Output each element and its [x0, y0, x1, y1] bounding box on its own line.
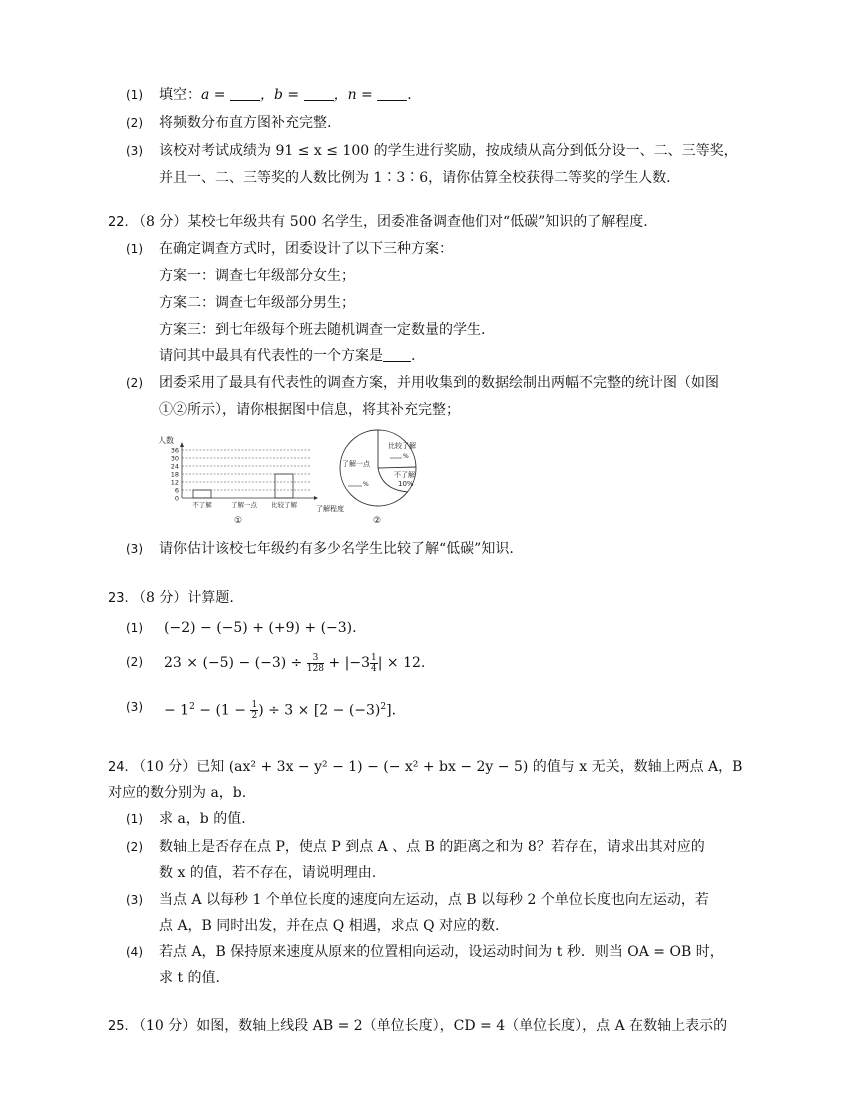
- q21-part1-text: [159, 85, 412, 105]
- q23-part3-frac-denominator: 2: [251, 711, 258, 722]
- bar-1: [193, 490, 211, 498]
- q24-part4-number: (4): [126, 945, 143, 959]
- q24-part2-line2: 数 x 的值，若不存在，请说明理由.: [159, 865, 377, 881]
- q23-part3-a: − 1: [164, 702, 190, 719]
- q21-part3-line2: 并且一、二、三等奖的人数比例为 1∶3∶6，请你估算全校获得二等奖的学生人数.: [159, 170, 671, 186]
- q21-part2-number: (2): [126, 116, 143, 130]
- q23-part2-c: | × 12.: [377, 655, 426, 671]
- q24-part3-number: (3): [126, 893, 143, 907]
- q22-part1-number: (1): [126, 242, 143, 256]
- q23-part2-fraction: [307, 653, 324, 674]
- q22-part1-text: 在确定调查方式时，团委设计了以下三种方案：: [159, 241, 453, 257]
- q22-part3-number: (3): [126, 542, 143, 556]
- q24-part4-line2: 求 t 的值.: [159, 970, 220, 986]
- q22-ask-blank: [383, 347, 411, 362]
- q21-part3-line1: 该校对考试成绩为 91 ≤ x ≤ 100 的学生进行奖励，按成绩从高分到低分设一、二、三等奖，: [159, 143, 738, 159]
- pie-chart: [340, 430, 416, 526]
- q23-part2-mixed-fraction: [370, 653, 378, 674]
- q22-figure: [150, 420, 450, 530]
- q21-part2-text: 将频数分布直方图补充完整.: [159, 115, 332, 131]
- q23-part2-expr: [164, 650, 425, 676]
- q21-part1-label: 填空：: [159, 87, 201, 103]
- q22-plan3: 方案三：到七年级每个班去随机调查一定数量的学生.: [159, 322, 486, 338]
- bar-x-axis-label: 了解程度: [316, 505, 344, 513]
- q23-part2-b: + |−3: [324, 655, 371, 671]
- q21-part3-number: (3): [126, 144, 143, 158]
- q25-line1: （10 分）如图，数轴上线段 AB = 2（单位长度），CD = 4（单位长度），点 A 在数轴上表示的: [132, 1018, 728, 1034]
- q21-part1-end: .: [407, 87, 412, 103]
- bar-y-tick-label: 24: [170, 462, 179, 471]
- bar-x-tick-label: 了解一点: [231, 501, 257, 509]
- q24-part3-line1: 当点 A 以每秒 1 个单位长度的速度向左运动，点 B 以每秒 2 个单位长度也向左运动，若: [159, 892, 709, 908]
- q23-part3-b: − (1 −: [194, 702, 251, 719]
- q23-part2-mix-denominator: 4: [371, 663, 377, 674]
- q22-part2-number: (2): [126, 376, 143, 390]
- pie-caption: ②: [373, 516, 382, 526]
- bar-y-tick-label: 30: [170, 454, 179, 463]
- pie-radius-right: [378, 467, 416, 468]
- bar-x-axis-arrow: [314, 496, 318, 500]
- bar-gridlines: [182, 450, 310, 490]
- bar-y-tick-label: 6: [174, 486, 179, 495]
- q21-a-label: a =: [201, 87, 230, 103]
- bar-y-tick-label: 36: [170, 446, 179, 455]
- q22-stem: （8 分）某校七年级共有 500 名学生，团委准备调查他们对“低碳”知识的了解程度.: [132, 214, 648, 230]
- q23-part2-a: 23 × (−5) − (−3) ÷: [164, 655, 307, 671]
- q21-part1-number: (1): [126, 88, 143, 102]
- bar-y-tick-label: 18: [170, 470, 179, 479]
- q24-part2-line1: 数轴上是否存在点 P，使点 P 到点 A 、点 B 的距离之和为 8？若存在，请求出其对应的: [159, 839, 705, 855]
- q23-part2-number: (2): [126, 655, 143, 669]
- q21-a-blank: [230, 86, 260, 101]
- pie-pct-none: 10%: [398, 480, 414, 488]
- q21-b-blank: [304, 86, 334, 101]
- pie-label-compare: 比较了解: [388, 442, 416, 450]
- bar-x-ticks: [192, 500, 297, 509]
- q21-b-label: ，b =: [259, 87, 304, 103]
- q23-number: 23.: [108, 591, 129, 606]
- q24-line2: 对应的数分别为 a，b.: [108, 785, 247, 801]
- bar-y-axis-arrow: [180, 442, 184, 447]
- pie-pct-compare: %: [403, 453, 409, 460]
- bar-y-tick-label: 12: [170, 478, 179, 487]
- q23-part3-frac-numerator: 1: [251, 700, 258, 711]
- q23-part3-sup2: 2: [380, 702, 387, 712]
- q23-part3-number: (3): [126, 700, 143, 714]
- q24-number: 24.: [108, 760, 129, 775]
- q22-plan1: 方案一：调查七年级部分女生；: [159, 268, 355, 284]
- q23-part1-number: (1): [126, 621, 143, 635]
- pie-pct-little: %: [363, 481, 369, 488]
- q22-part2-line1: 团委采用了最具有代表性的调查方案，并用收集到的数据绘制出两幅不完整的统计图（如图: [159, 375, 719, 391]
- bar-caption: ①: [234, 516, 243, 526]
- bar-3: [275, 474, 293, 498]
- q22-part3-text: 请你估计该校七年级约有多少名学生比较了解“低碳”知识.: [159, 541, 514, 557]
- q22-number: 22.: [108, 215, 129, 230]
- pie-label-little: 了解一点: [342, 460, 370, 468]
- q23-part3-expr: [164, 694, 396, 724]
- q23-part1-expr: (−2) − (−5) + (+9) + (−3).: [164, 620, 357, 636]
- q24-part3-line2: 点 A，B 同时出发，并在点 Q 相遇，求点 Q 对应的数.: [159, 918, 500, 934]
- q23-part3-sup1: 2: [189, 702, 195, 712]
- q23-part2-frac-numerator: 3: [307, 653, 324, 664]
- bar-y-tick-label: 0: [174, 494, 179, 503]
- q25-number: 25.: [108, 1019, 129, 1034]
- q21-n-label: ，n =: [333, 87, 378, 103]
- bar-x-tick-label: 比较了解: [271, 501, 297, 509]
- bar-y-ticks: [171, 447, 179, 503]
- q22-ask: [159, 346, 415, 366]
- q21-n-blank: [377, 86, 407, 101]
- q23-stem: （8 分）计算题.: [132, 590, 234, 606]
- q24-line1: （10 分）已知 (ax² + 3x − y² − 1) − (− x² + bx − 2y − 5) 的值与 x 无关，数轴上两点 A，B: [132, 759, 743, 775]
- pie-label-none: 不了解: [394, 471, 415, 479]
- bar-y-axis-label: 人数: [158, 436, 174, 445]
- q24-part4-line1: 若点 A，B 保持原来速度从原来的位置相向运动，设运动时间为 t 秒．则当 OA = OB 时，: [159, 944, 724, 960]
- bar-chart: [158, 435, 344, 526]
- q22-ask-text: 请问其中最具有代表性的一个方案是: [159, 348, 383, 364]
- q23-part3-c: ) ÷ 3 × [2 − (−3): [258, 702, 381, 719]
- bar-x-tick-label: 不了解: [192, 501, 212, 509]
- q24-part2-number: (2): [126, 840, 143, 854]
- q22-part2-line2: ①②所示），请你根据图中信息，将其补充完整；: [159, 402, 460, 418]
- q23-part2-frac-denominator: 128: [306, 663, 325, 674]
- q22-plan2: 方案二：调查七年级部分男生；: [159, 295, 355, 311]
- q24-part1-number: (1): [126, 812, 143, 826]
- bar-marks: [193, 474, 293, 498]
- q23-part2-mix-numerator: 1: [371, 652, 377, 663]
- q22-ask-end: .: [411, 348, 416, 364]
- q24-part1-text: 求 a，b 的值.: [159, 811, 246, 827]
- q23-part3-d: ].: [386, 702, 397, 719]
